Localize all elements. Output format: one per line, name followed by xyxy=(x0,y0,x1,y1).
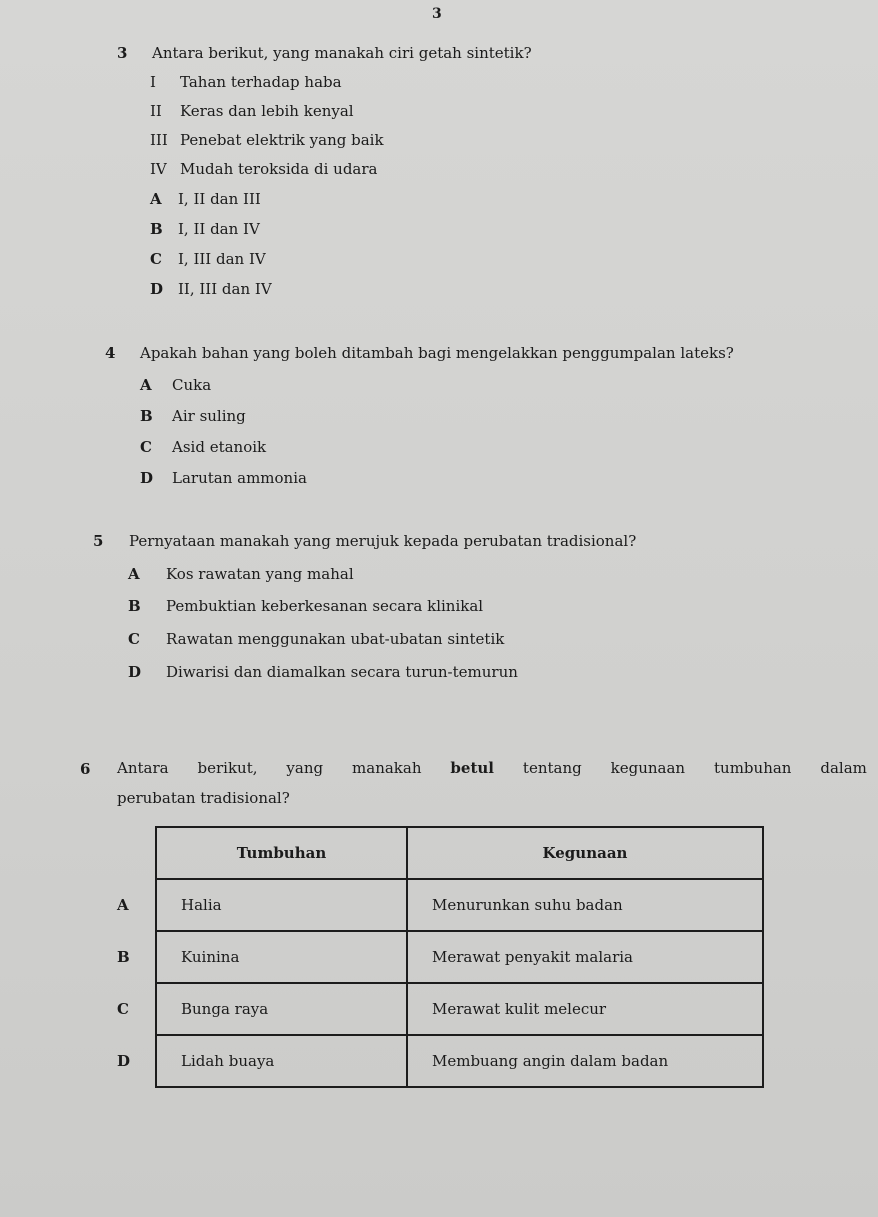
option-letter: A xyxy=(117,896,129,914)
option-text: I, III dan IV xyxy=(178,250,266,268)
question-3 xyxy=(117,44,532,62)
use-cell: Menurunkan suhu badan xyxy=(407,879,763,931)
option-letter: A xyxy=(150,190,162,208)
word: dalam xyxy=(820,759,867,777)
option-letter: B xyxy=(140,407,153,425)
option-text: Diwarisi dan diamalkan secara turun-temurun xyxy=(166,663,518,681)
plant-cell: Halia xyxy=(156,879,407,931)
plant-cell: Bunga raya xyxy=(156,983,407,1035)
option-letter: C xyxy=(117,1000,129,1018)
option-text: Pembuktian keberkesanan secara klinikal xyxy=(166,597,484,615)
question-number: 6 xyxy=(80,760,91,778)
question-text: Antara berikut, yang manakah ciri getah sintetik? xyxy=(152,44,532,62)
table-row-option-d[interactable] xyxy=(115,1035,763,1087)
answer-option-a[interactable] xyxy=(128,565,354,583)
option-letter: D xyxy=(117,1052,131,1070)
option-letter: C xyxy=(140,438,152,456)
word: kegunaan xyxy=(610,759,686,777)
option-letter: B xyxy=(150,220,163,238)
statement-text: Mudah teroksida di udara xyxy=(180,160,378,178)
option-letter: D xyxy=(128,663,142,681)
option-text: Larutan ammonia xyxy=(172,469,307,487)
table-row-option-a[interactable] xyxy=(115,879,763,931)
statement-label: III xyxy=(150,131,168,149)
header-plant: Tumbuhan xyxy=(156,827,407,879)
table-row-option-b[interactable] xyxy=(115,931,763,983)
question-6-number xyxy=(80,760,90,778)
question-text: Pernyataan manakah yang merujuk kepada perubatan tradisional? xyxy=(129,532,637,550)
statement-label: II xyxy=(150,102,162,120)
answer-option-d[interactable] xyxy=(150,280,272,298)
table-row-option-c[interactable] xyxy=(115,983,763,1035)
option-letter: C xyxy=(128,630,140,648)
answer-option-c[interactable] xyxy=(140,438,266,456)
use-cell: Merawat penyakit malaria xyxy=(407,931,763,983)
question-text: Apakah bahan yang boleh ditambah bagi mengelakkan penggumpalan lateks? xyxy=(140,344,734,362)
answer-option-c[interactable] xyxy=(150,250,266,268)
answer-option-b[interactable] xyxy=(140,407,246,425)
answer-option-d[interactable] xyxy=(140,469,307,487)
answer-option-a[interactable] xyxy=(150,190,261,208)
question-number: 5 xyxy=(93,532,104,550)
word: tumbuhan xyxy=(714,759,792,777)
answer-option-c[interactable] xyxy=(128,630,504,648)
option-letter: B xyxy=(117,948,130,966)
option-text: II, III dan IV xyxy=(178,280,272,298)
plant-cell: Lidah buaya xyxy=(156,1035,407,1087)
question-text-line: perubatan tradisional? xyxy=(117,789,290,807)
question-number: 3 xyxy=(117,44,128,62)
statement-item xyxy=(150,160,377,178)
word: berikut, xyxy=(197,759,258,777)
option-letter: A xyxy=(128,565,140,583)
option-letter: B xyxy=(128,597,141,615)
answer-option-b[interactable] xyxy=(128,597,483,615)
option-text: Air suling xyxy=(172,407,246,425)
question-5 xyxy=(93,532,636,550)
statement-item xyxy=(150,102,354,120)
word: Antara xyxy=(117,759,169,777)
statement-label: IV xyxy=(150,160,167,178)
statement-item xyxy=(150,131,384,149)
question-number: 4 xyxy=(105,344,116,362)
option-text: Kos rawatan yang mahal xyxy=(166,565,354,583)
word: tentang xyxy=(522,759,582,777)
use-cell: Merawat kulit melecur xyxy=(407,983,763,1035)
statement-label: I xyxy=(150,73,156,91)
option-text: I, II dan IV xyxy=(178,220,260,238)
page-number: 3 xyxy=(432,6,442,22)
question-4 xyxy=(105,344,734,362)
header-use: Kegunaan xyxy=(407,827,763,879)
option-letter: C xyxy=(150,250,162,268)
options-table xyxy=(115,826,764,1088)
statement-text: Tahan terhadap haba xyxy=(180,73,342,91)
answer-option-a[interactable] xyxy=(140,376,211,394)
table-header-row xyxy=(115,827,763,879)
plant-cell: Kuinina xyxy=(156,931,407,983)
question-text-line xyxy=(117,753,867,783)
option-letter: D xyxy=(150,280,164,298)
statement-text: Penebat elektrik yang baik xyxy=(180,131,384,149)
option-letter: D xyxy=(140,469,154,487)
word: manakah xyxy=(352,759,422,777)
use-cell: Membuang angin dalam badan xyxy=(407,1035,763,1087)
statement-text: Keras dan lebih kenyal xyxy=(180,102,354,120)
option-text: Rawatan menggunakan ubat-ubatan sintetik xyxy=(166,630,505,648)
option-letter: A xyxy=(140,376,152,394)
option-text: Cuka xyxy=(172,376,212,394)
emphasis-word: betul xyxy=(450,759,494,777)
word: yang xyxy=(286,759,324,777)
answer-option-b[interactable] xyxy=(150,220,260,238)
question-6-text xyxy=(117,753,867,813)
statement-item xyxy=(150,73,342,91)
option-text: I, II dan III xyxy=(178,190,261,208)
answer-option-d[interactable] xyxy=(128,663,518,681)
option-text: Asid etanoik xyxy=(172,438,267,456)
